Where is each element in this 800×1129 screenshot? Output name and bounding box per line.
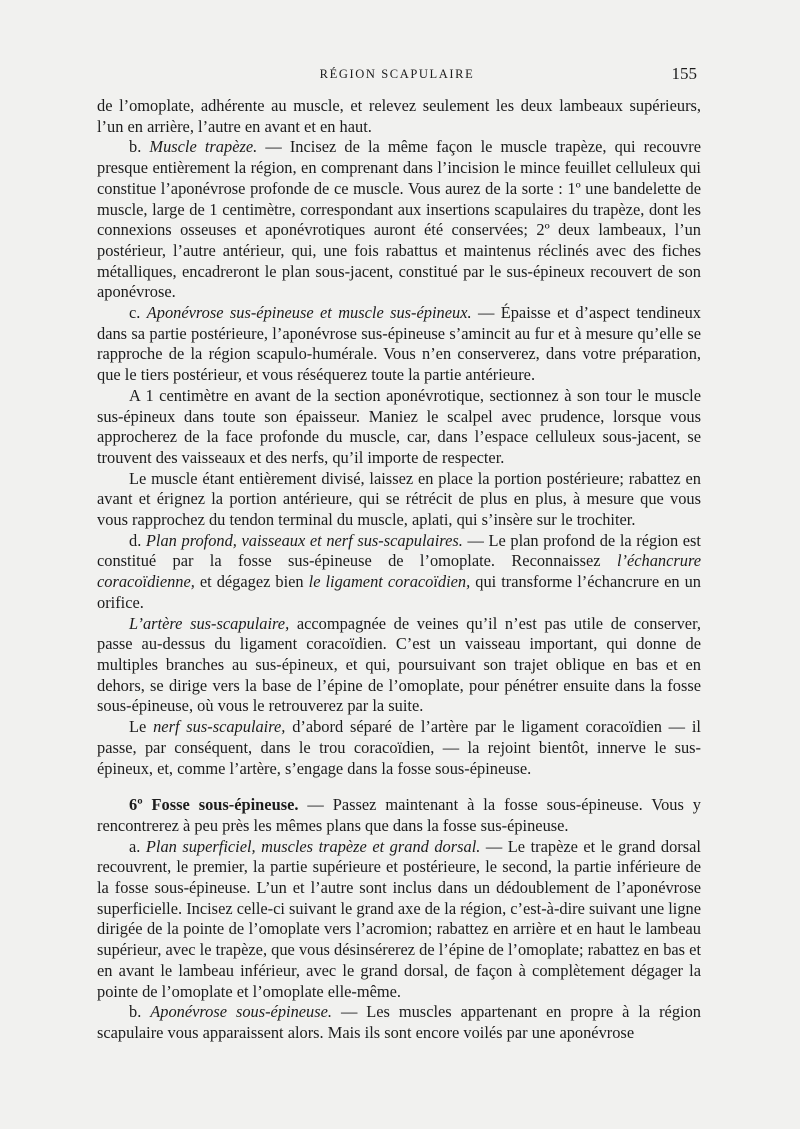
paragraph: c. Aponévrose sus-épineuse et muscle sus-épineux. — Épaisse et d’aspect tendineux dans sa partie postérieure, l’aponévrose sus-épineuse s’amincit au fur et à mesure qu’elle se rapproche de la région scapulo-humérale. Vous n’en conserverez, dans votre préparation, que le tiers postérieur, et vous réséquerez toute la partie antérieure. xyxy=(97,303,701,385)
paragraph: a. Plan superficiel, muscles trapèze et grand dorsal. — Le trapèze et le grand dorsal recouvrent, le premier, la partie supérieure et postérieure, le second, la partie inférieure de la fosse sous-épineuse. L’un et l’autre sont inclus dans un dédoublement de l’aponévrose superficielle. Incisez celle-ci suivant le grand axe de la région, c’est-à-dire suivant une ligne dirigée de la pointe de l’omoplate vers l’acromion; rabattez en arrière et en haut le lambeau supérieur, avec le trapèze, que vous désinsérerez de l’épine de l’omoplate; rabattez en bas et en avant le lambeau inférieur, avec le grand dorsal, de façon à complètement dégager la pointe de l’omoplate et l’omoplate elle-même. xyxy=(97,836,701,1001)
paragraph: d. Plan profond, vaisseaux et nerf sus-scapulaires. — Le plan profond de la région est constitué par la fosse sus-épineuse de l’omoplate. Reconnaissez l’échancrure coracoïdienne, et dégagez bien le ligament coracoïdien, qui transforme l’échancrure en un orifice. xyxy=(97,530,701,612)
paragraph: b. Muscle trapèze. — Incisez de la même façon le muscle trapèze, qui recouvre presque entièrement la région, en comprenant dans l’incision le mince feuillet celluleux qui constitue l’aponévrose profonde de ce muscle. Vous aurez de la sorte : 1º une bandelette de muscle, large de 1 centimètre, correspondant aux insertions scapulaires du trapèze, dont les connexions osseuses et aponévrotiques auront été conservées; 2º deux lambeaux, l’un postérieur, l’autre antérieur, qui, une fois rabattus et maintenus réclinés avec des fiches métalliques, encadreront le plan sous-jacent, constitué par le sus-épineux recouvert de son aponévrose. xyxy=(97,137,701,302)
page-number: 155 xyxy=(671,64,697,83)
body-text xyxy=(97,96,701,1044)
section-heading: Aponévrose sous-épineuse. xyxy=(150,1002,332,1022)
paragraph: L’artère sus-scapulaire, accompagnée de veines qu’il n’est pas utile de conserver, passe au-dessus du ligament coracoïdien. C’est un vaisseau important, qui donne de multiples branches au sus-épineux, et qui, poursuivant son trajet oblique en bas et en dehors, se dirige vers la base de l’épine de l’omoplate, pour pénétrer ensuite dans la fosse sous-épineuse, où vous le retrouverez par la suite. xyxy=(97,613,701,716)
section-heading: Aponévrose sus-épineuse et muscle sus-épineux. xyxy=(146,303,472,323)
paragraph: A 1 centimètre en avant de la section aponévrotique, sectionnez à son tour le muscle sus-épineux dans toute son épaisseur. Maniez le scalpel avec prudence, lorsque vous approcherez de la face profonde du muscle, car, dans l’espace celluleux sous-jacent, se trouvent des vaisseaux et des nerfs, qu’il importe de respecter. xyxy=(97,385,701,467)
page-header xyxy=(97,64,697,86)
paragraph: b. Aponévrose sous-épineuse. — Les muscles appartenant en propre à la région scapulaire vous apparaissent alors. Mais ils sont encore voilés par une aponévrose xyxy=(97,1002,701,1042)
section-heading: Muscle trapèze. xyxy=(149,137,258,157)
paragraph: Le nerf sus-scapulaire, d’abord séparé de l’artère par le ligament coracoïdien — il passe, par conséquent, dans le trou coracoïdien, — la rejoint bientôt, innerve le sus-épineux, et, comme l’artère, s’engage dans la fosse sous-épineuse. xyxy=(97,717,701,778)
paragraph: 6º Fosse sous-épineuse. — Passez maintenant à la fosse sous-épineuse. Vous y rencontrerez à peu près les mêmes plans que dans la fosse sus-épineuse. xyxy=(97,795,701,835)
section-heading: Plan profond, vaisseaux et nerf sus-scapulaires. xyxy=(145,530,463,550)
running-title: RÉGION SCAPULAIRE xyxy=(319,67,475,81)
paragraph: de l’omoplate, adhérente au muscle, et relevez seulement les deux lambeaux supérieurs, l’un en arrière, l’autre en avant et en haut. xyxy=(97,96,701,136)
section-title: 6º Fosse sous-épineuse. xyxy=(129,795,299,815)
paragraph: Le muscle étant entièrement divisé, laissez en place la portion postérieure; rabattez en avant et érignez la portion antérieure, qui se rétrécit de plus en plus, à mesure que vous vous rapprochez du tendon terminal du muscle, aplati, qui s’insère sur le trochiter. xyxy=(97,468,701,530)
section-heading: Plan superficiel, muscles trapèze et grand dorsal. xyxy=(145,836,481,856)
